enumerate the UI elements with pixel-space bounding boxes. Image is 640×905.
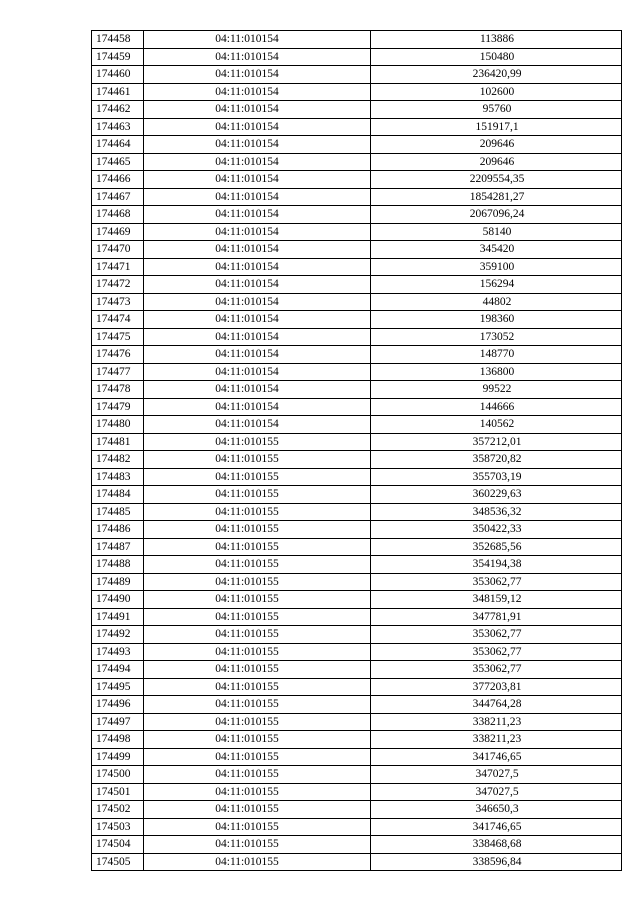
cadastral-code-cell: 04:11:010154 [144,223,371,241]
table-row [92,591,622,609]
cadastral-code-cell: 04:11:010155 [144,468,371,486]
cadastral-code-cell: 04:11:010155 [144,608,371,626]
cadastral-code-cell: 04:11:010155 [144,853,371,871]
row-number-cell: 174469 [92,223,144,241]
cadastral-code-cell: 04:11:010154 [144,48,371,66]
cadastral-code-cell: 04:11:010155 [144,678,371,696]
row-number-cell: 174474 [92,311,144,329]
cadastral-code-cell: 04:11:010154 [144,258,371,276]
cadastral-code-cell: 04:11:010154 [144,328,371,346]
value-cell: 353062,77 [371,626,622,644]
cadastral-code-cell: 04:11:010154 [144,381,371,399]
row-number-cell: 174480 [92,416,144,434]
table-row [92,153,622,171]
cadastral-code-cell: 04:11:010154 [144,416,371,434]
table-body [92,31,622,871]
value-cell: 359100 [371,258,622,276]
cadastral-code-cell: 04:11:010155 [144,643,371,661]
value-cell: 102600 [371,83,622,101]
value-cell: 156294 [371,276,622,294]
value-cell: 344764,28 [371,696,622,714]
value-cell: 345420 [371,241,622,259]
cadastral-code-cell: 04:11:010154 [144,398,371,416]
table-row [92,731,622,749]
value-cell: 113886 [371,31,622,49]
value-cell: 173052 [371,328,622,346]
value-cell: 209646 [371,136,622,154]
row-number-cell: 174496 [92,696,144,714]
row-number-cell: 174471 [92,258,144,276]
table-row [92,363,622,381]
row-number-cell: 174479 [92,398,144,416]
table-row [92,293,622,311]
row-number-cell: 174478 [92,381,144,399]
cadastral-code-cell: 04:11:010155 [144,486,371,504]
row-number-cell: 174502 [92,801,144,819]
value-cell: 44802 [371,293,622,311]
row-number-cell: 174476 [92,346,144,364]
table-row [92,48,622,66]
value-cell: 2209554,35 [371,171,622,189]
cadastral-code-cell: 04:11:010154 [144,188,371,206]
table-row [92,433,622,451]
cadastral-code-cell: 04:11:010155 [144,661,371,679]
row-number-cell: 174475 [92,328,144,346]
row-number-cell: 174493 [92,643,144,661]
value-cell: 358720,82 [371,451,622,469]
cadastral-code-cell: 04:11:010155 [144,538,371,556]
row-number-cell: 174458 [92,31,144,49]
table-row [92,713,622,731]
table-row [92,188,622,206]
table-row [92,626,622,644]
table-row [92,696,622,714]
cadastral-code-cell: 04:11:010154 [144,31,371,49]
table-row [92,311,622,329]
cadastral-code-cell: 04:11:010155 [144,783,371,801]
row-number-cell: 174465 [92,153,144,171]
table-row [92,258,622,276]
cadastral-code-cell: 04:11:010155 [144,731,371,749]
value-cell: 360229,63 [371,486,622,504]
value-cell: 236420,99 [371,66,622,84]
table-row [92,748,622,766]
value-cell: 338596,84 [371,853,622,871]
row-number-cell: 174500 [92,766,144,784]
cadastral-code-cell: 04:11:010154 [144,241,371,259]
table-row [92,783,622,801]
table-row [92,836,622,854]
cadastral-code-cell: 04:11:010155 [144,451,371,469]
value-cell: 341746,65 [371,748,622,766]
cadastral-code-cell: 04:11:010154 [144,311,371,329]
table-row [92,853,622,871]
value-cell: 338211,23 [371,731,622,749]
cadastral-code-cell: 04:11:010155 [144,836,371,854]
row-number-cell: 174473 [92,293,144,311]
table-row [92,118,622,136]
table-row [92,556,622,574]
value-cell: 346650,3 [371,801,622,819]
cadastral-code-cell: 04:11:010154 [144,101,371,119]
table-row [92,66,622,84]
cadastral-code-cell: 04:11:010155 [144,748,371,766]
value-cell: 338211,23 [371,713,622,731]
value-cell: 58140 [371,223,622,241]
row-number-cell: 174504 [92,836,144,854]
row-number-cell: 174495 [92,678,144,696]
table-row [92,451,622,469]
table-row [92,503,622,521]
cadastral-code-cell: 04:11:010155 [144,766,371,784]
value-cell: 353062,77 [371,573,622,591]
table-row [92,818,622,836]
row-number-cell: 174472 [92,276,144,294]
row-number-cell: 174467 [92,188,144,206]
value-cell: 357212,01 [371,433,622,451]
row-number-cell: 174487 [92,538,144,556]
cadastral-code-cell: 04:11:010155 [144,626,371,644]
table-row [92,678,622,696]
value-cell: 353062,77 [371,661,622,679]
row-number-cell: 174503 [92,818,144,836]
value-cell: 136800 [371,363,622,381]
table-row [92,206,622,224]
value-cell: 144666 [371,398,622,416]
table-row [92,661,622,679]
table-row [92,801,622,819]
table-row [92,521,622,539]
row-number-cell: 174462 [92,101,144,119]
value-cell: 140562 [371,416,622,434]
row-number-cell: 174488 [92,556,144,574]
row-number-cell: 174499 [92,748,144,766]
table-row [92,538,622,556]
cadastral-code-cell: 04:11:010155 [144,521,371,539]
value-cell: 338468,68 [371,836,622,854]
row-number-cell: 174490 [92,591,144,609]
table-row [92,276,622,294]
row-number-cell: 174505 [92,853,144,871]
value-cell: 209646 [371,153,622,171]
value-cell: 148770 [371,346,622,364]
cadastral-code-cell: 04:11:010155 [144,433,371,451]
table-row [92,416,622,434]
value-cell: 348159,12 [371,591,622,609]
row-number-cell: 174481 [92,433,144,451]
table-row [92,643,622,661]
table-row [92,346,622,364]
value-cell: 99522 [371,381,622,399]
value-cell: 1854281,27 [371,188,622,206]
data-table [91,30,622,871]
cadastral-code-cell: 04:11:010154 [144,136,371,154]
cadastral-code-cell: 04:11:010154 [144,293,371,311]
row-number-cell: 174461 [92,83,144,101]
row-number-cell: 174459 [92,48,144,66]
row-number-cell: 174460 [92,66,144,84]
table-row [92,468,622,486]
value-cell: 354194,38 [371,556,622,574]
cadastral-code-cell: 04:11:010155 [144,556,371,574]
row-number-cell: 174483 [92,468,144,486]
value-cell: 350422,33 [371,521,622,539]
table-row [92,83,622,101]
cadastral-code-cell: 04:11:010154 [144,66,371,84]
row-number-cell: 174463 [92,118,144,136]
cadastral-code-cell: 04:11:010155 [144,818,371,836]
cadastral-code-cell: 04:11:010154 [144,276,371,294]
cadastral-code-cell: 04:11:010155 [144,696,371,714]
value-cell: 347781,91 [371,608,622,626]
row-number-cell: 174501 [92,783,144,801]
value-cell: 150480 [371,48,622,66]
table-row [92,573,622,591]
row-number-cell: 174486 [92,521,144,539]
value-cell: 352685,56 [371,538,622,556]
cadastral-code-cell: 04:11:010154 [144,171,371,189]
cadastral-code-cell: 04:11:010154 [144,83,371,101]
table-row [92,328,622,346]
table-row [92,171,622,189]
row-number-cell: 174468 [92,206,144,224]
table-row [92,381,622,399]
value-cell: 347027,5 [371,783,622,801]
cadastral-code-cell: 04:11:010154 [144,363,371,381]
cadastral-code-cell: 04:11:010155 [144,801,371,819]
cadastral-code-cell: 04:11:010155 [144,573,371,591]
row-number-cell: 174494 [92,661,144,679]
cadastral-code-cell: 04:11:010155 [144,713,371,731]
table-row [92,486,622,504]
table-row [92,223,622,241]
table-row [92,398,622,416]
value-cell: 95760 [371,101,622,119]
row-number-cell: 174466 [92,171,144,189]
value-cell: 198360 [371,311,622,329]
value-cell: 2067096,24 [371,206,622,224]
value-cell: 377203,81 [371,678,622,696]
cadastral-code-cell: 04:11:010154 [144,346,371,364]
cadastral-code-cell: 04:11:010155 [144,503,371,521]
value-cell: 355703,19 [371,468,622,486]
value-cell: 347027,5 [371,766,622,784]
row-number-cell: 174470 [92,241,144,259]
value-cell: 341746,65 [371,818,622,836]
row-number-cell: 174482 [92,451,144,469]
row-number-cell: 174491 [92,608,144,626]
table-row [92,136,622,154]
value-cell: 348536,32 [371,503,622,521]
cadastral-code-cell: 04:11:010155 [144,591,371,609]
cadastral-code-cell: 04:11:010154 [144,206,371,224]
row-number-cell: 174484 [92,486,144,504]
row-number-cell: 174498 [92,731,144,749]
value-cell: 151917,1 [371,118,622,136]
row-number-cell: 174489 [92,573,144,591]
table-row [92,101,622,119]
table-row [92,608,622,626]
row-number-cell: 174464 [92,136,144,154]
cadastral-code-cell: 04:11:010154 [144,118,371,136]
row-number-cell: 174497 [92,713,144,731]
table-row [92,31,622,49]
row-number-cell: 174492 [92,626,144,644]
value-cell: 353062,77 [371,643,622,661]
table-row [92,766,622,784]
row-number-cell: 174477 [92,363,144,381]
table-row [92,241,622,259]
row-number-cell: 174485 [92,503,144,521]
cadastral-code-cell: 04:11:010154 [144,153,371,171]
